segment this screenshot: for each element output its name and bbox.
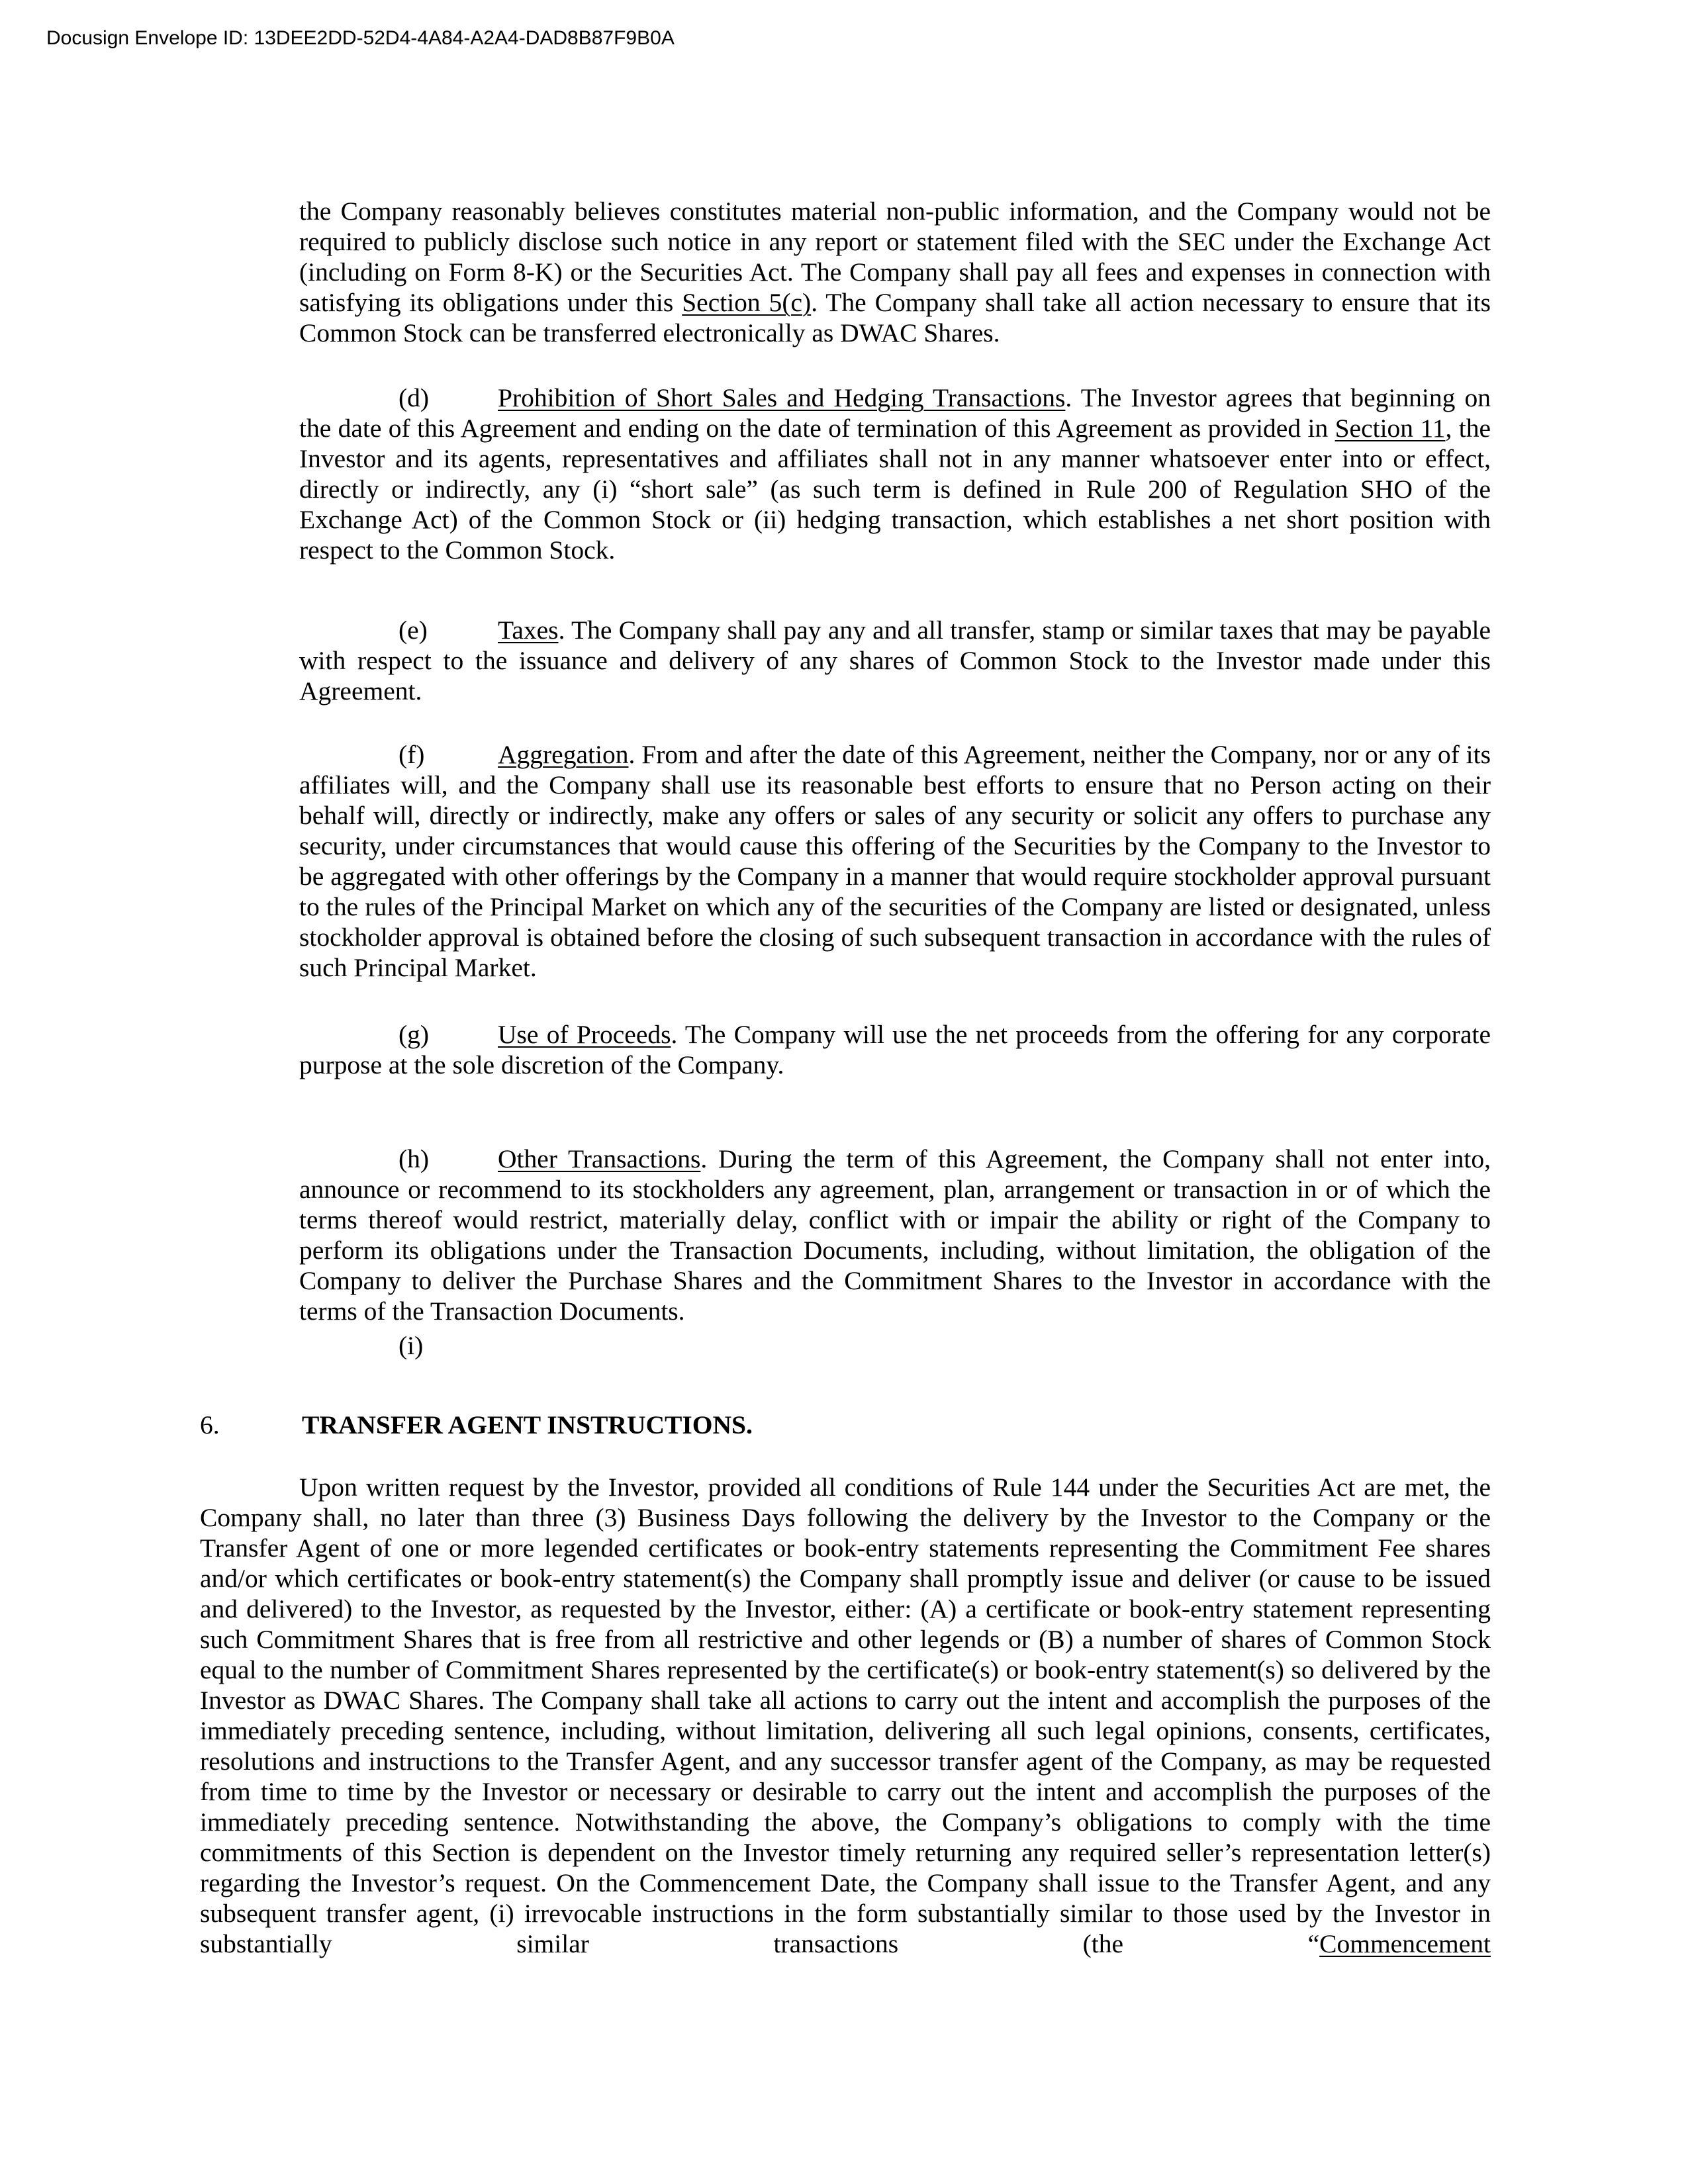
section-5e-label: (e) — [399, 615, 428, 645]
section-5d — [299, 383, 1491, 565]
section-5i-label: (i) — [399, 1331, 424, 1360]
section-6-number: 6. — [200, 1410, 220, 1439]
commencement-link[interactable]: Commencement — [1319, 1929, 1491, 1958]
section-5h-title: Other Transactions — [498, 1144, 701, 1173]
section-5g-label: (g) — [399, 1020, 430, 1049]
section-6-text: Upon written request by the Investor, provided all conditions of Rule 144 under the Securities Act are met, the Company shall, no later than three (3) Business Days following the delivery by the Investor to the Company or the Transfer Agent of one or more legended certificates or book-entry statements representing the Commitment Fee shares and/or which certificates or book-entry statement(s) the Company shall promptly issue and deliver (or cause to be issued and delivered) to the Investor, as requested by the Investor, either: (A) a certificate or book-entry statement representing such Commitment Shares that is free from all restrictive and other legends or (B) a number of shares of Common Stock equal to the number of Commitment Shares represented by the certificate(s) or book-entry statement(s) so delivered by the Investor as DWAC Shares. The Company shall take all actions to carry out the intent and accomplish the purposes of the immediately preceding sentence, including, without limitation, delivering all such legal opinions, consents, certificates, resolutions and instructions to the Transfer Agent, and any successor transfer agent of the Company, as may be requested from time to time by the Investor or necessary or desirable to carry out the intent and accomplish the purposes of the immediately preceding sentence. Notwithstanding the above, the Company’s obligations to comply with the time commitments of this Section is dependent on the Investor timely returning any required seller’s representation letter(s) regarding the Investor’s request. On the Commencement Date, the Company shall issue to the Transfer Agent, and any subsequent transfer agent, (i) irrevocable instructions in the form substantially similar to those used by the Investor in substantially similar transactions (the “ — [200, 1473, 1491, 1958]
section-5g-title: Use of Proceeds — [498, 1020, 671, 1049]
section-6-body — [200, 1472, 1491, 1959]
section-5h — [299, 1144, 1491, 1326]
section-6-heading — [200, 1410, 753, 1440]
section-5g — [299, 1019, 1491, 1080]
section-5c-link[interactable]: Section 5(c) — [682, 288, 812, 317]
section-5f — [299, 739, 1491, 983]
section-5e — [299, 615, 1491, 706]
section-5i — [299, 1330, 1491, 1361]
section-5e-text: . The Company shall pay any and all transfer, stamp or similar taxes that may be payable with respect to the issuance and delivery of any shares of Common Stock to the Investor made under this Agreement. — [299, 615, 1491, 705]
section-11-link[interactable]: Section 11 — [1335, 414, 1446, 443]
section-5h-text: . During the term of this Agreement, the Company shall not enter into, announce or recommend to its stockholders any agreement, plan, arrangement or transaction in or of which the terms thereof would restrict, materially delay, conflict with or impair the ability or right of the Company to perform its obligations under the Transaction Documents, including, without limitation, the obligation of the Company to deliver the Purchase Shares and the Commitment Shares to the Investor in accordance with the terms of the Transaction Documents. — [299, 1144, 1491, 1326]
section-5d-text-b: , the Investor and its agents, representatives and affiliates shall not in any manner whatsoever enter into or effect, directly or indirectly, any (i) “short sale” (as such term is defined in Rule 200 of Regulation SHO of the Exchange Act) of the Common Stock or (ii) hedging transaction, which establishes a net short position with respect to the Common Stock. — [299, 414, 1491, 565]
section-5d-text-a: . The Investor agrees that beginning on the date of this Agreement and ending on the date of termination of this Agreement as provided in — [299, 383, 1491, 443]
section-5f-text: . From and after the date of this Agreement, neither the Company, nor or any of its affiliates will, and the Company shall use its reasonable best efforts to ensure that no Person acting on their behalf will, directly or indirectly, make any offers or sales of any security or solicit any offers to purchase any security, under circumstances that would cause this offering of the Securities by the Company to the Investor to be aggregated with other offerings by the Company in a manner that would require stockholder approval pursuant to the rules of the Principal Market on which any of the securities of the Company are listed or designated, unless stockholder approval is obtained before the closing of such subsequent transaction in accordance with the rules of such Principal Market. — [299, 740, 1491, 982]
section-5f-title: Aggregation — [498, 740, 629, 769]
section-5c-continuation — [299, 196, 1491, 348]
continuation-text-b: . The Company shall take all action necessary to ensure that its Common Stock can be transferred electronically as DWAC Shares. — [299, 288, 1491, 347]
section-6-title: TRANSFER AGENT INSTRUCTIONS. — [302, 1410, 753, 1439]
section-5g-text: . The Company will use the net proceeds from the offering for any corporate purpose at the sole discretion of the Company. — [299, 1020, 1491, 1079]
section-5h-label: (h) — [399, 1144, 430, 1173]
section-5e-title: Taxes — [498, 615, 559, 645]
envelope-id: Docusign Envelope ID: 13DEE2DD-52D4-4A84-A2A4-DAD8B87F9B0A — [46, 27, 675, 49]
section-5d-title: Prohibition of Short Sales and Hedging Transactions — [498, 383, 1066, 412]
section-5f-label: (f) — [399, 740, 425, 769]
section-5d-label: (d) — [399, 383, 430, 412]
continuation-text-a: the Company reasonably believes constitutes material non-public information, and the Company would not be required to publicly disclose such notice in any report or statement filed with the SEC under the Exchange Act (including on Form 8-K) or the Securities Act. The Company shall pay all fees and expenses in connection with satisfying its obligations under this — [299, 197, 1491, 317]
